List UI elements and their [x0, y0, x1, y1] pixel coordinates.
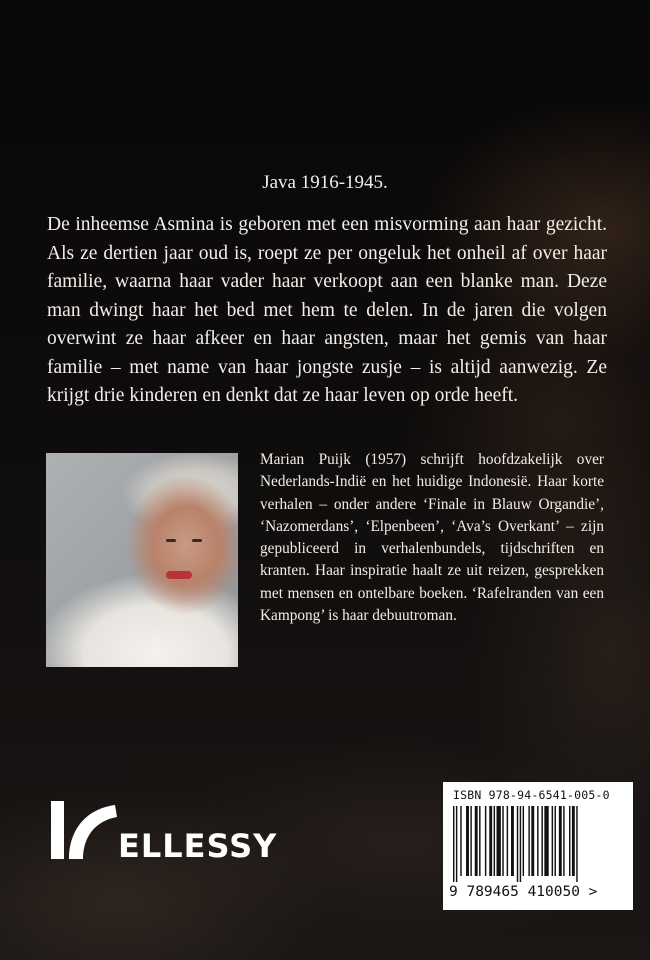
barcode-bar: [563, 806, 564, 876]
barcode-bar: [559, 806, 562, 876]
barcode-bar: [470, 806, 471, 876]
barcode-bar: [453, 806, 454, 882]
barcode-bar: [507, 806, 508, 876]
barcode-bars: [453, 806, 625, 882]
isbn-barcode: [443, 782, 633, 910]
blurb-text: De inheemse Asmina is geboren met een misvorming aan haar gezicht. Als ze dertien jaar oud is, roept ze per ongeluk het onheil af over haar familie, waarna haar vader haar verkoopt aan een blanke man. Deze man dwingt haar het bed met hem te delen. In de jaren die volgen overwint ze haar afkeer en haar angsten, maar het gemis van haar familie – met name van haar jongste zusje – is altijd aanwezig. Ze krijgt drie kinderen en denkt dat ze haar leven op orde heeft.: [47, 214, 607, 406]
barcode-bar: [511, 806, 514, 876]
barcode-bar: [523, 806, 524, 876]
author-photo-lips: [166, 571, 192, 579]
barcode-bar: [537, 806, 538, 876]
author-photo: [46, 453, 238, 667]
barcode-bar: [494, 806, 495, 876]
barcode-bar: [502, 806, 503, 876]
barcode-bar: [479, 806, 480, 876]
barcode-bar: [489, 806, 492, 876]
barcode-bar: [531, 806, 534, 876]
barcode-bar: [475, 806, 478, 876]
barcode-digits: 9 789465 410050 >: [449, 884, 598, 900]
author-photo-eye-right: [192, 539, 202, 542]
barcode-bar: [541, 806, 542, 876]
barcode-bar: [485, 806, 486, 876]
barcode-bar: [569, 806, 570, 876]
author-photo-eye-left: [166, 539, 176, 542]
barcode-bar: [544, 806, 548, 876]
barcode-bar: [528, 806, 529, 876]
barcode-bar: [555, 806, 556, 876]
barcode-bar: [497, 806, 501, 876]
barcode-bar: [517, 806, 518, 882]
tagline: Java 1916-1945.: [262, 172, 388, 193]
barcode-bar: [576, 806, 577, 882]
author-bio: Marian Puijk (1957) schrijft hoofdzakelijk over Nederlands-Indië en het huidige Indonesië. Haar korte verhalen – onder andere ‘Finale in Blauw Organdie’, ‘Nazomerdans’, ‘Elpenbeen’, ‘Ava’s Overkant’ – zijn gepubliceerd in verhalenbundels, tijdschriften en kranten. Haar inspiratie haalt ze uit reizen, gesprekken met mensen en ontelbare boeken. ‘Rafelranden van een Kampong’ is haar debuutroman.: [260, 451, 604, 625]
barcode-bar: [456, 806, 457, 882]
barcode-bar: [460, 806, 461, 876]
barcode-bar: [520, 806, 521, 882]
barcode-bar: [552, 806, 553, 876]
publisher-name: ELLESSY: [118, 827, 278, 865]
barcode-bar: [572, 806, 575, 876]
barcode-bar: [466, 806, 469, 876]
isbn-label: ISBN 978-94-6541-005-0: [453, 788, 610, 802]
